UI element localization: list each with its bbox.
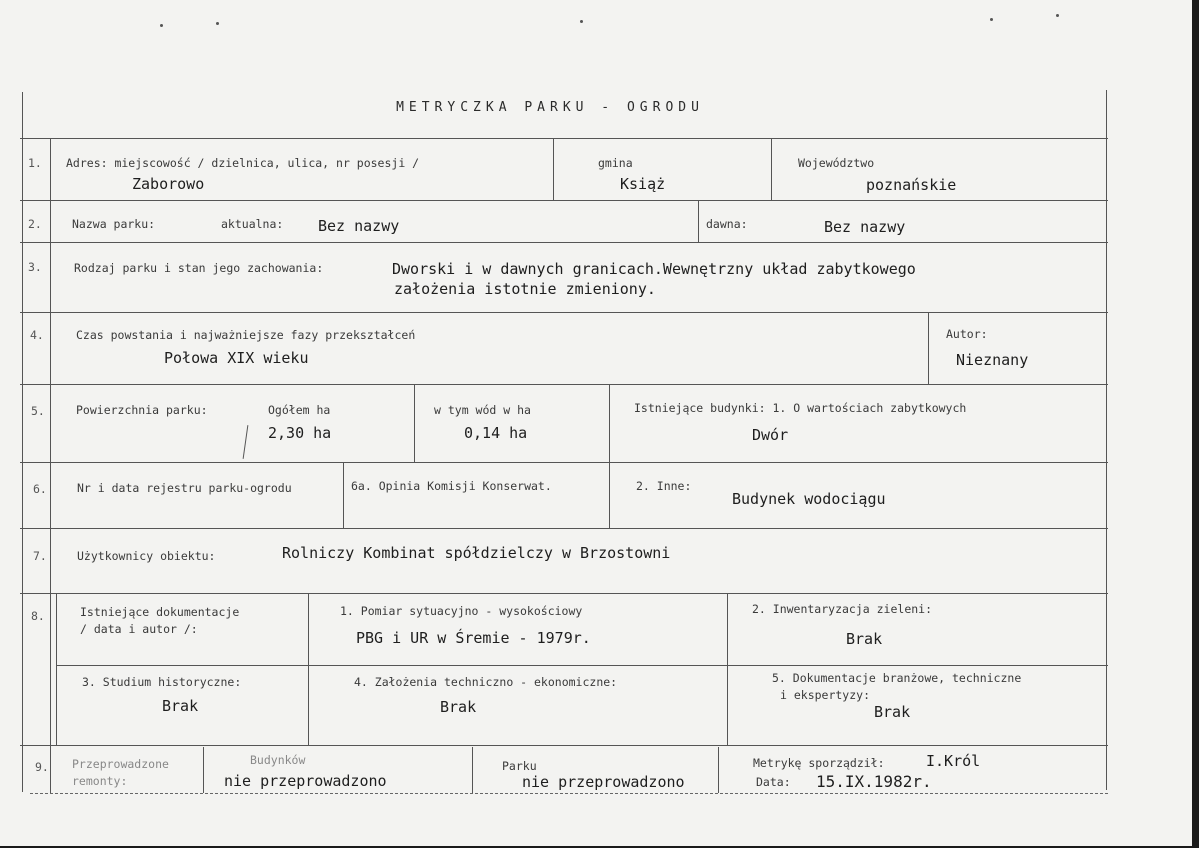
- documents-label-line2: / data i autor /:: [80, 622, 198, 636]
- current-name-value: Bez nazwy: [318, 217, 400, 235]
- r1-sep-a: [553, 138, 554, 200]
- opinion-label: 6a. Opinia Komisji Konserwat.: [351, 479, 552, 493]
- buildings-repairs-value: nie przeprowadzono: [224, 772, 387, 790]
- economic-label: 4. Założenia techniczno - ekonomiczne:: [354, 675, 618, 689]
- park-type-value-line1: Dworski i w dawnych granicach.Wewnętrzny układ zabytkowego: [392, 260, 916, 278]
- r9-sep-c: [718, 747, 719, 793]
- r5-stroke: [243, 425, 249, 459]
- existing-buildings-label: Istniejące budynki: 1. O wartościach zabytkowych: [634, 401, 967, 415]
- rule-r3: [20, 312, 1108, 313]
- rule-r7: [20, 593, 1108, 594]
- r6-sep-a: [343, 462, 344, 528]
- history-study-label: 3. Studium historyczne:: [82, 675, 242, 689]
- r9-sep-b: [472, 747, 473, 793]
- r5-sep-b: [609, 384, 610, 462]
- rule-r2: [20, 242, 1108, 243]
- voivodeship-value: poznańskie: [866, 176, 957, 194]
- rule-r5: [20, 462, 1108, 463]
- inventory-label: 2. Inwentaryzacja zieleni:: [752, 602, 933, 616]
- paper-speck: [580, 20, 583, 23]
- water-area-value: 0,14 ha: [464, 424, 528, 442]
- voivodeship-label: Województwo: [798, 156, 875, 170]
- paper-speck: [1056, 14, 1059, 17]
- address-label: Adres: miejscowość / dzielnica, ulica, nr posesji /: [66, 156, 420, 170]
- author-label: Autor:: [946, 327, 988, 341]
- economic-value: Brak: [440, 698, 477, 716]
- author-value: Nieznany: [956, 351, 1029, 369]
- history-study-value: Brak: [162, 697, 199, 715]
- card-title: METRYCZKA PARKU - OGRODU: [396, 100, 704, 115]
- inventory-value: Brak: [846, 630, 883, 648]
- water-area-label: w tym wód w ha: [434, 403, 531, 417]
- other-buildings-label: 2. Inne:: [636, 479, 692, 493]
- rule-r1: [20, 200, 1108, 201]
- prepared-by-label: Metrykę sporządził:: [753, 756, 885, 770]
- row-6-number: 6.: [33, 482, 47, 496]
- r8-sep-b: [727, 593, 728, 745]
- other-buildings-value: Budynek wodociągu: [732, 490, 886, 508]
- branch-docs-value: Brak: [874, 703, 911, 721]
- existing-buildings-value: Dwór: [752, 426, 789, 444]
- paper-speck: [990, 18, 993, 21]
- rule-r8b: [20, 745, 1108, 746]
- row-1-number: 1.: [28, 156, 42, 170]
- current-name-label: aktualna:: [221, 217, 284, 231]
- survey-value: PBG i UR w Śremie - 1979r.: [356, 629, 591, 647]
- number-column-line: [50, 138, 51, 793]
- r9-sep-a: [203, 747, 204, 793]
- row-9-number: 9.: [35, 760, 49, 774]
- branch-docs-label-line1: 5. Dokumentacje branżowe, techniczne: [772, 671, 1022, 685]
- creation-time-value: Połowa XIX wieku: [164, 349, 309, 367]
- creation-time-label: Czas powstania i najważniejsze fazy przekształceń: [76, 328, 416, 342]
- rule-r8a: [56, 665, 1108, 666]
- row-4-number: 4.: [30, 328, 44, 342]
- row-2-number: 2.: [28, 217, 42, 231]
- park-repairs-value: nie przeprowadzono: [522, 773, 685, 791]
- row-3-number: 3.: [28, 260, 42, 274]
- prepared-by-value: I.Król: [926, 752, 981, 770]
- documents-label-line1: Istniejące dokumentacje: [80, 605, 240, 619]
- gmina-value: Książ: [620, 175, 666, 193]
- frame-right-line: [1106, 90, 1107, 790]
- r2-sep: [698, 200, 699, 242]
- park-type-label: Rodzaj parku i stan jego zachowania:: [74, 261, 324, 275]
- users-label: Użytkownicy obiektu:: [77, 549, 216, 563]
- date-label: Data:: [756, 775, 791, 789]
- total-area-value: 2,30 ha: [268, 424, 332, 442]
- rule-top: [20, 138, 1108, 139]
- buildings-repairs-label: Budynków: [250, 753, 306, 767]
- branch-docs-label-line2: i ekspertyzy:: [780, 688, 871, 702]
- address-value: Zaborowo: [132, 175, 205, 193]
- row-5-number: 5.: [31, 404, 45, 418]
- park-type-value-line2: założenia istotnie zmieniony.: [394, 280, 656, 298]
- r8-sep-a: [308, 593, 309, 745]
- rule-r6: [20, 528, 1108, 529]
- park-name-label: Nazwa parku:: [72, 217, 156, 231]
- register-label: Nr i data rejestru parku-ogrodu: [77, 481, 292, 495]
- row-7-number: 7.: [33, 549, 47, 563]
- frame-left-line: [22, 92, 23, 792]
- r5-sep-a: [414, 384, 415, 462]
- former-name-value: Bez nazwy: [824, 218, 906, 236]
- rule-bottom: [30, 793, 1108, 794]
- rule-r4: [20, 384, 1108, 385]
- former-name-label: dawna:: [706, 217, 748, 231]
- area-label: Powierzchnia parku:: [76, 403, 208, 417]
- r6-sep-b: [609, 462, 610, 528]
- r4-sep: [928, 312, 929, 384]
- total-area-label: Ogółem ha: [268, 403, 331, 417]
- users-value: Rolniczy Kombinat spółdzielczy w Brzostowni: [282, 544, 671, 562]
- paper-speck: [216, 22, 219, 25]
- repairs-label-line1: Przeprowadzone: [72, 757, 169, 771]
- gmina-label: gmina: [598, 156, 633, 170]
- row-8-number: 8.: [31, 609, 45, 623]
- repairs-label-line2: remonty:: [72, 774, 128, 788]
- r1-sep-b: [771, 138, 772, 200]
- r8-left: [56, 593, 57, 745]
- survey-label: 1. Pomiar sytuacyjno - wysokościowy: [340, 604, 583, 618]
- park-repairs-label: Parku: [502, 759, 537, 773]
- date-value: 15.IX.1982r.: [816, 772, 932, 791]
- paper-speck: [160, 24, 163, 27]
